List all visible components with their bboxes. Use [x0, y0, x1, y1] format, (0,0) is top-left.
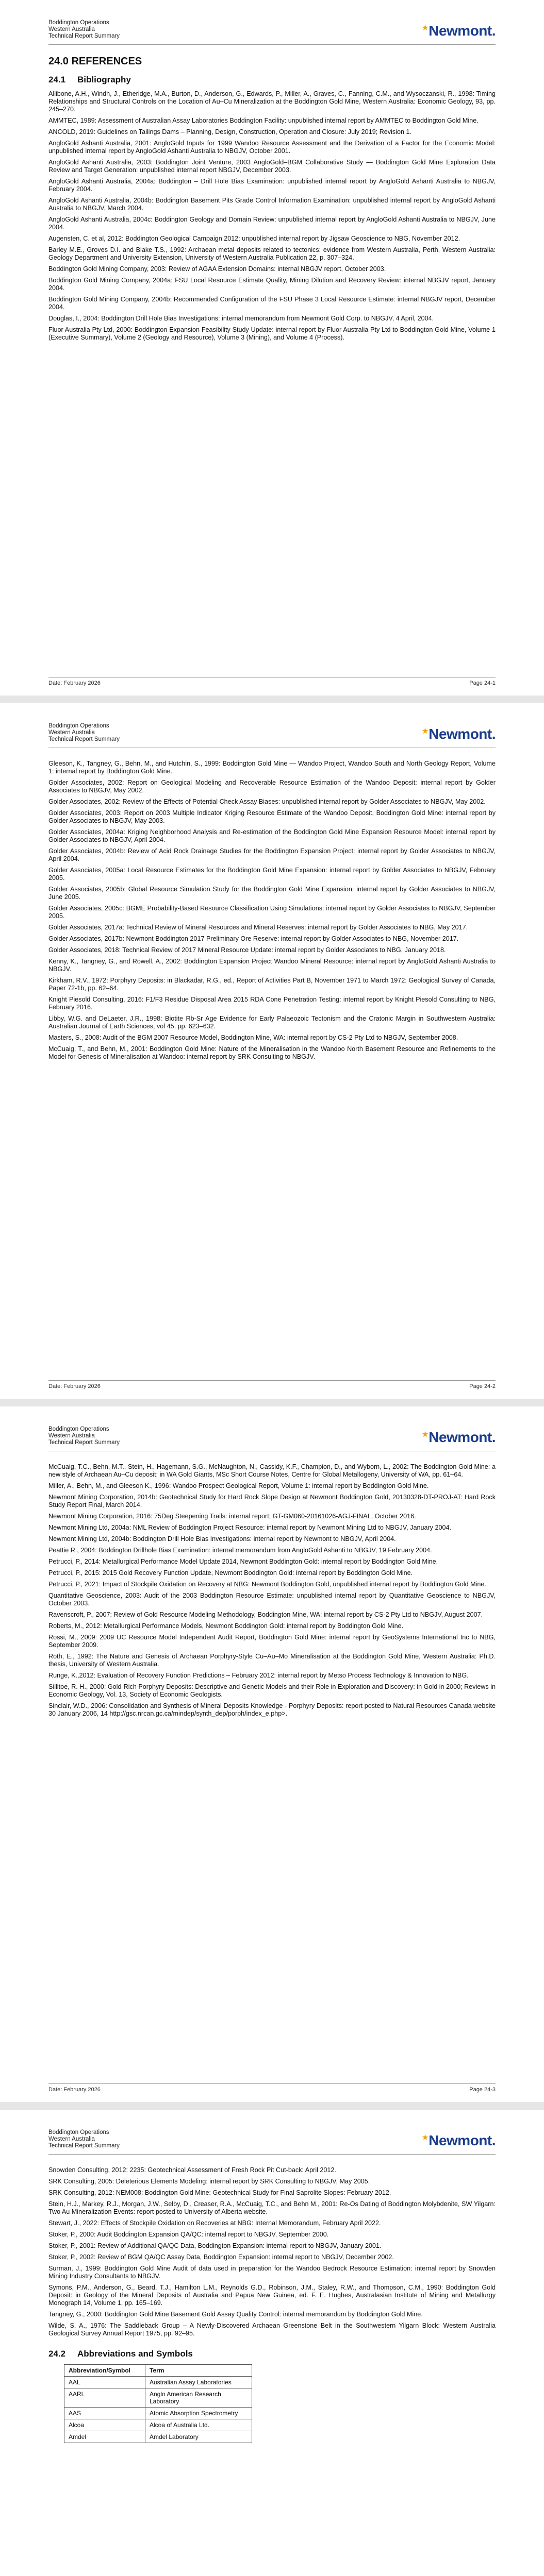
reference-entry: Wilde, S. A., 1976: The Saddleback Group – A Newly-Discovered Archaean Greenstone Belt in the Southwestern Yilgarn Block: Western Australia Geological Survey Annual Report 1975, pp. 92–95. [48, 2322, 496, 2337]
report-header-text [48, 1426, 120, 1446]
reference-entry: McCuaig, T., and Behn, M., 2001: Boddington Gold Mine: Nature of the Mineralisation in the Wandoo North Basement Resource and Refinements to the Model for Genesis of Mineralisation at Wandoo: internal report by SRK Consulting to NBGJV. [48, 1045, 496, 1060]
reference-entry: Boddington Gold Mining Company, 2003: Review of AGAA Extension Domains: internal NBGJV report, October 2003. [48, 265, 386, 273]
reference-entry: ANCOLD, 2019: Guidelines on Tailings Dams – Planning, Design, Construction, Operation and Closure: July 2019; Revision 1. [48, 128, 411, 135]
table-row [64, 2419, 252, 2431]
header-line-2: Western Australia [48, 2136, 95, 2142]
reference-entry: Golder Associates, 2005a: Local Resource Estimates for the Boddington Gold Mine Expansion: internal report by Golder Associates to NBGJV, February 2005. [48, 867, 496, 882]
reference-entry: Stoker, P., 2002: Review of BGM QA/QC Assay Data, Boddington Expansion: internal report to NBGJV, December 2002. [48, 2253, 394, 2261]
abbr-cell: Amdel [64, 2431, 145, 2443]
reference-entry: Stein, H.J., Markey, R.J., Morgan, J.W., Selby, D., Creaser, R.A., McCuaig, T.C., and Behn M., 2001: Re-Os Dating of Boddington Molybdenite, SW Yilgarn: Two Au Mineralization Events: report posted to University of Alberta website. [48, 2200, 496, 2215]
reference-entry: AngloGold Ashanti Australia, 2004a: Boddington – Drill Hole Bias Examination: unpublished internal report by AngloGold Ashanti Australia to NBGJV, February 2004. [48, 178, 496, 193]
reference-entry: Golder Associates, 2017a: Technical Review of Mineral Resources and Mineral Reserves: internal report by Golder Associates to NBG, May 2017. [48, 924, 468, 931]
reference-entry: Golder Associates, 2005b: Global Resource Simulation Study for the Boddington Gold Mine Expansion: internal report by Golder Associates to NBGJV, June 2005. [48, 886, 496, 901]
table-row [64, 2388, 252, 2408]
report-header-text [48, 2129, 120, 2149]
document-page-4 [0, 2110, 544, 2576]
reference-entry: Boddington Gold Mining Company, 2004a: FSU Local Resource Estimate Quality, Mining Dilution and Recovery Review: internal NBGJV report, January 2004. [48, 277, 496, 292]
header-line-1: Boddington Operations [48, 2129, 109, 2136]
page-footer [48, 677, 496, 687]
document-page-2 [0, 703, 544, 1399]
footer-date: Date: February 2026 [48, 2087, 101, 2093]
header-line-3: Technical Report Summary [48, 736, 120, 742]
page-header [48, 2110, 496, 2157]
newmont-logo: ★Newmont. [421, 2132, 496, 2148]
column-header: Term [145, 2365, 252, 2377]
newmont-logo: ★Newmont. [421, 1429, 496, 1445]
table-row [64, 2408, 252, 2419]
reference-entry: Fluor Australia Pty Ltd, 2000: Boddington Expansion Feasibility Study Update: internal report by Fluor Australia Pty Ltd to Boddington Gold Mine, Volume 1 (Executive Summary), Volume 2 (Geology and Resource), Volume 3 (Mining), and Volume 4 (Process). [48, 326, 496, 341]
header-line-1: Boddington Operations [48, 20, 109, 26]
header-line-2: Western Australia [48, 1433, 95, 1439]
logo-star-icon: ★ [421, 727, 429, 736]
reference-entry: AngloGold Ashanti Australia, 2001: AngloGold Inputs for 1999 Wandoo Resource Assessment and the Derivation of a Factor for the Economic Model: unpublished internal report by AngloGold Ashanti Australia to NBGJV, October 2001. [48, 140, 496, 155]
reference-entry: Libby, W.G. and DeLaeter, J.R., 1998: Biotite Rb-Sr Age Evidence for Early Palaeozoic Tectonism and the Cratonic Margin in Southwestern Australia: Australian Journal of Earth Sciences, vol 45, pp. 623–632. [48, 1015, 496, 1030]
abbr-cell: Alcoa [64, 2419, 145, 2431]
reference-entry: Sinclair, W.D., 2006: Consolidation and Synthesis of Mineral Deposits Knowledge - Porphyry Deposits: report posted to Natural Resources Canada website 30 January 2006, 14 http://gsc.nrcan.gc.ca/mindep/synth_dep/porph/index_e.php>. [48, 1702, 496, 1717]
term-cell: Australian Assay Laboratories [145, 2377, 252, 2388]
reference-entry: Golder Associates, 2005c: BGME Probability-Based Resource Classification Using Simulations: internal report by Golder Associates to NBGJV, September 2005. [48, 905, 496, 920]
reference-entry: Masters, S., 2008: Audit of the BGM 2007 Resource Model, Boddington Mine, WA: internal report by CS-2 Pty Ltd to NBGJV, September 2008. [48, 1034, 458, 1041]
reference-entry: Newmont Mining Ltd, 2004b: Boddington Drill Hole Bias Investigations: internal report by Newmont to NBGJV, April 2004. [48, 1535, 396, 1543]
page-footer [48, 2083, 496, 2094]
reference-entry: Boddington Gold Mining Company, 2004b: Recommended Configuration of the FSU Phase 3 Local Resource Estimate: internal NBGJV report, December 2004. [48, 296, 496, 311]
reference-entry: Golder Associates, 2004a: Kriging Neighborhood Analysis and Re-estimation of the Boddington Gold Mine Expansion Resource Model: internal report by Golder Associates to NBGJV, April 2004. [48, 828, 496, 843]
newmont-logo: ★Newmont. [421, 726, 496, 742]
report-header-text [48, 723, 120, 743]
header-line-1: Boddington Operations [48, 1426, 109, 1432]
section-title: 24.0 REFERENCES [48, 56, 142, 67]
page-footer [48, 1380, 496, 1391]
footer-date: Date: February 2026 [48, 1383, 101, 1389]
document-page-3 [0, 1406, 544, 2102]
reference-entry: Douglas, I., 2004: Boddington Drill Hole Bias Investigations: internal memorandum from Newmont Gold Corp. to NBGJV, 4 April, 2004. [48, 315, 434, 322]
reference-entry: Roberts, M., 2012: Metallurgical Performance Models, Newmont Boddington Gold: internal report by Boddington Gold Mine. [48, 1622, 404, 1630]
reference-entry: Golder Associates, 2003: Report on 2003 Multiple Indicator Kriging Resource Estimate of the Wandoo Deposit, Boddington Gold Mine: internal report by Golder Associates to NBGJV, May 2003. [48, 809, 496, 824]
reference-entry: Augensten, C. et al, 2012: Boddington Geological Campaign 2012: unpublished internal report by Jigsaw Geoscience to NBG, November 2012. [48, 235, 460, 242]
reference-entry: Golder Associates, 2002: Review of the Effects of Potential Check Assay Biases: unpublished internal report by Golder Associates to NBGJV, May 2002. [48, 798, 486, 805]
subsection-heading: 24.1 Bibliography [48, 75, 131, 84]
reference-list [48, 90, 496, 342]
reference-entry: Stoker, P., 2000: Audit Boddington Expansion QA/QC: internal report to NBGJV, September 2000. [48, 2231, 329, 2238]
header-line-3: Technical Report Summary [48, 33, 120, 39]
reference-entry: Peattie R., 2004: Boddington Drillhole Bias Examination: internal memorandum from AngloGold Ashanti to NBGJV, 19 February 2004. [48, 1547, 432, 1554]
reference-entry: Golder Associates, 2017b: Newmont Boddington 2017 Preliminary Ore Reserve: internal report by Golder Associates to NBG, November 2017. [48, 935, 459, 942]
reference-entry: Golder Associates, 2002: Report on Geological Modeling and Recoverable Resource Estimation of the Wandoo Deposit: internal report by Golder Associates to NBGJV, May 2002. [48, 779, 496, 794]
page-number: Page 24-3 [469, 2087, 496, 2093]
reference-entry: Petrucci, P., 2014: Metallurgical Performance Model Update 2014, Newmont Boddington Gold: internal report by Boddington Gold Mine. [48, 1558, 438, 1565]
reference-entry: Miller, A., Behn, M., and Gleeson K., 1996: Wandoo Prospect Geological Report, Volume 1: internal report by Boddington Gold Mine. [48, 1482, 429, 1489]
header-line-2: Western Australia [48, 26, 95, 32]
logo-star-icon: ★ [421, 24, 429, 32]
page-number: Page 24-2 [469, 1383, 496, 1389]
table-header-row [64, 2365, 252, 2377]
reference-entry: Petrucci, P., 2015: 2015 Gold Recovery Function Update, Newmont Boddington Gold: internal report by Boddington Gold Mine. [48, 1569, 413, 1577]
footer-date: Date: February 2026 [48, 680, 101, 686]
abbr-cell: AAL [64, 2377, 145, 2388]
reference-entry: Kenny, K., Tangney, G., and Rowell, A., 2002: Boddington Expansion Project Wandoo Mineral Resource: internal report by AngloGold Ashanti Australia to NBGJV. [48, 958, 496, 973]
abbr-cell: AAS [64, 2408, 145, 2419]
reference-entry: Allibone, A.H., Windh, J., Etheridge, M.A., Burton, D., Anderson, G., Edwards, P., Miller, A., Graves, C., Fanning, C.M., and Wysoczanski, R., 1998: Timing Relationships and Structural Controls on the Location of Au–Cu Mineralization at the Boddington Gold Mine, Western Australia: Economic Geology, 93, pp. 245–270. [48, 90, 496, 113]
column-header: Abbreviation/Symbol [64, 2365, 145, 2377]
reference-entry: SRK Consulting, 2012: NEM008: Boddington Gold Mine: Geotechnical Study for Final Saprolite Slopes: February 2012. [48, 2189, 391, 2196]
logo-star-icon: ★ [421, 1430, 429, 1439]
reference-entry: Roth, E., 1992: The Nature and Genesis of Archaean Porphyry-Style Cu–Au–Mo Mineralisation at the Boddington Gold Mine, Western Australia: Ph.D. thesis, University of Western Australia. [48, 1653, 496, 1668]
term-cell: Amdel Laboratory [145, 2431, 252, 2443]
term-cell: Alcoa of Australia Ltd. [145, 2419, 252, 2431]
reference-list [48, 2166, 496, 2337]
reference-entry: Surman, J., 1999: Boddington Gold Mine Audit of data used in preparation for the Wandoo Bedrock Resource Estimation: internal report by Snowden Mining Industry Consultants to NBGJV. [48, 2265, 496, 2280]
abbr-cell: AARL [64, 2388, 145, 2408]
header-divider [48, 2154, 496, 2155]
reference-entry: AMMTEC, 1989: Assessment of Australian Assay Laboratories Boddington Facility: unpublished internal report by AMMTEC to Boddington Gold Mine. [48, 117, 479, 124]
abbreviations-table [64, 2364, 252, 2443]
table-row [64, 2431, 252, 2443]
reference-entry: Newmont Mining Corporation, 2014b: Geotechnical Study for Hard Rock Slope Design at Newmont Boddington Gold, 20130328-DT-PROJ-AT: Hard Rock Study Report Final, March 2014. [48, 1494, 496, 1509]
reference-entry: Sillitoe, R. H., 2000: Gold-Rich Porphyry Deposits: Descriptive and Genetic Models and their Role in Exploration and Discovery: in Gold in 2000; Reviews in Economic Geology, Vol. 13, Society of Economic Geologists. [48, 1683, 496, 1698]
header-line-2: Western Australia [48, 730, 95, 736]
reference-entry: Symons, P.M., Anderson, G., Beard, T.J., Hamilton L.M., Reynolds G.D., Robinson, J.M., Staley, R.W., and Thompson, C.M., 1990: Boddington Gold Deposit: in Geology of the Mineral Deposits of Australia and Papua New Guinea, ed. F. E. Hughes, Australasian Institute of Mining and Metallurgy Monograph 14, Volume 1, pp. 165–169. [48, 2284, 496, 2307]
header-divider [48, 44, 496, 45]
page-header [48, 1406, 496, 1454]
reference-entry: McCuaig, T.C., Behn, M.T., Stein, H., Hagemann, S.G., McNaughton, N., Cassidy, K.F., Champion, D., and Wyborn, L., 2002: The Boddington Gold Mine: a new style of Archaean Au–Cu deposit: in WA Gold Giants, MSc Short Course Notes, Centre for Global Metallogeny, University of WA, pp. 61–64. [48, 1463, 496, 1478]
reference-entry: Runge, K.,2012: Evaluation of Recovery Function Predictions – February 2012: internal report by Metso Process Technology & Innovation to NBG. [48, 1672, 469, 1679]
page-number: Page 24-1 [469, 680, 496, 686]
page-header [48, 703, 496, 751]
term-cell: Anglo American Research Laboratory [145, 2388, 252, 2408]
subsection-heading: 24.2 Abbreviations and Symbols [48, 2349, 193, 2359]
reference-entry: Petrucci, P., 2021: Impact of Stockpile Oxidation on Recovery at NBG: Newmont Boddington Gold, unpublished internal report by Boddington Gold Mine. [48, 1581, 486, 1588]
report-header-text [48, 20, 120, 40]
reference-entry: Golder Associates, 2004b: Review of Acid Rock Drainage Studies for the Boddington Expansion Project: internal report by Golder Associates to NBGJV, April 2004. [48, 848, 496, 862]
term-cell: Atomic Absorption Spectrometry [145, 2408, 252, 2419]
reference-list [48, 1463, 496, 1718]
reference-entry: Ravenscroft, P., 2007: Review of Gold Resource Modeling Methodology, Boddington Mine, WA: internal report by CS-2 Pty Ltd to NBGJV, August 2007. [48, 1611, 483, 1618]
reference-list [48, 760, 496, 1061]
logo-star-icon: ★ [421, 2133, 429, 2142]
newmont-logo: ★Newmont. [421, 23, 496, 39]
reference-entry: Newmont Mining Ltd, 2004a: NML Review of Boddington Project Resource: internal report by Newmont Mining Ltd to NBGJV, January 2004. [48, 1524, 451, 1531]
reference-entry: Barley M.E., Groves D.I. and Blake T.S., 1992: Archaean metal deposits related to tectonics: evidence from Western Australia, Perth, Western Australia: Geology Department and University Extension, University of Western Australia Publication 22, p. 307–324. [48, 246, 496, 261]
reference-entry: Golder Associates, 2018: Technical Review of 2017 Mineral Resource Update: internal report by Golder Associates to NBG, January 2018. [48, 946, 446, 954]
header-line-1: Boddington Operations [48, 723, 109, 729]
reference-entry: Kirkham, R.V., 1972: Porphyry Deposits: in Blackadar, R.G., ed., Report of Activities Part B, November 1971 to March 1972: Geological Survey of Canada, Paper 72-1b, pp. 62–64. [48, 977, 496, 992]
document-page-1 [0, 0, 544, 696]
reference-entry: Quantitative Geoscience, 2003: Audit of the 2003 Boddington Resource Estimate: unpublished internal report by Quantitative Geoscience to NBGJV, October 2003. [48, 1592, 496, 1607]
page-header [48, 0, 496, 47]
header-line-3: Technical Report Summary [48, 1439, 120, 1446]
reference-entry: Stewart, J., 2022: Effects of Stockpile Oxidation on Recoveries at NBG: Internal Memorandum, February April 2022. [48, 2219, 381, 2227]
reference-entry: Rossi, M., 2009: 2009 UC Resource Model Independent Audit Report, Boddington Gold Mine: internal report by GeoSystems International Inc to NBG, September 2009. [48, 1634, 496, 1649]
reference-entry: AngloGold Ashanti Australia, 2004b: Boddington Basement Pits Grade Control Information Examination: unpublished internal report by AngloGold Ashanti Australia to NBGJV, March 2004. [48, 197, 496, 212]
reference-entry: Stoker, P., 2001: Review of Additional QA/QC Data, Boddington Expansion: internal report to NBGJV, January 2001. [48, 2242, 382, 2249]
reference-entry: Newmont Mining Corporation, 2016: 75Deg Steepening Trails: internal report; GT-GM060-20161026-AGJ-FINAL, October 2016. [48, 1513, 416, 1520]
reference-entry: AngloGold Ashanti Australia, 2004c: Boddington Geology and Domain Review: unpublished internal report by AngloGold Ashanti Australia to NBGJV, June 2004. [48, 216, 496, 231]
reference-entry: Knight Piesold Consulting, 2016: F1/F3 Residue Disposal Area 2015 RDA Cone Penetration Testing: internal report by Knight Piesold Consulting to NBG, February 2016. [48, 996, 496, 1011]
reference-entry: Tangney, G., 2000: Boddington Gold Mine Basement Gold Assay Quality Control: internal memorandum by Boddington Gold Mine. [48, 2311, 423, 2318]
reference-entry: Snowden Consulting, 2012: 2235: Geotechnical Assessment of Fresh Rock Pit Cut-back: April 2012. [48, 2166, 336, 2174]
reference-entry: Gleeson, K., Tangney, G., Behn, M., and Hutchin, S., 1999: Boddington Gold Mine — Wandoo Project, Wandoo South and North Geology Report, Volume 1: internal report by Boddington Gold Mine. [48, 760, 496, 775]
reference-entry: AngloGold Ashanti Australia, 2003: Boddington Joint Venture, 2003 AngloGold–BGM Collaborative Study — Boddington Gold Mine Exploration Data Review and Target Generation: unpublished internal report NBGJV, December 2003. [48, 159, 496, 174]
header-line-3: Technical Report Summary [48, 2143, 120, 2149]
reference-entry: SRK Consulting, 2005: Deleterious Elements Modeling: internal report by SRK Consulting to NBGJV, May 2005. [48, 2178, 370, 2185]
table-row [64, 2377, 252, 2388]
